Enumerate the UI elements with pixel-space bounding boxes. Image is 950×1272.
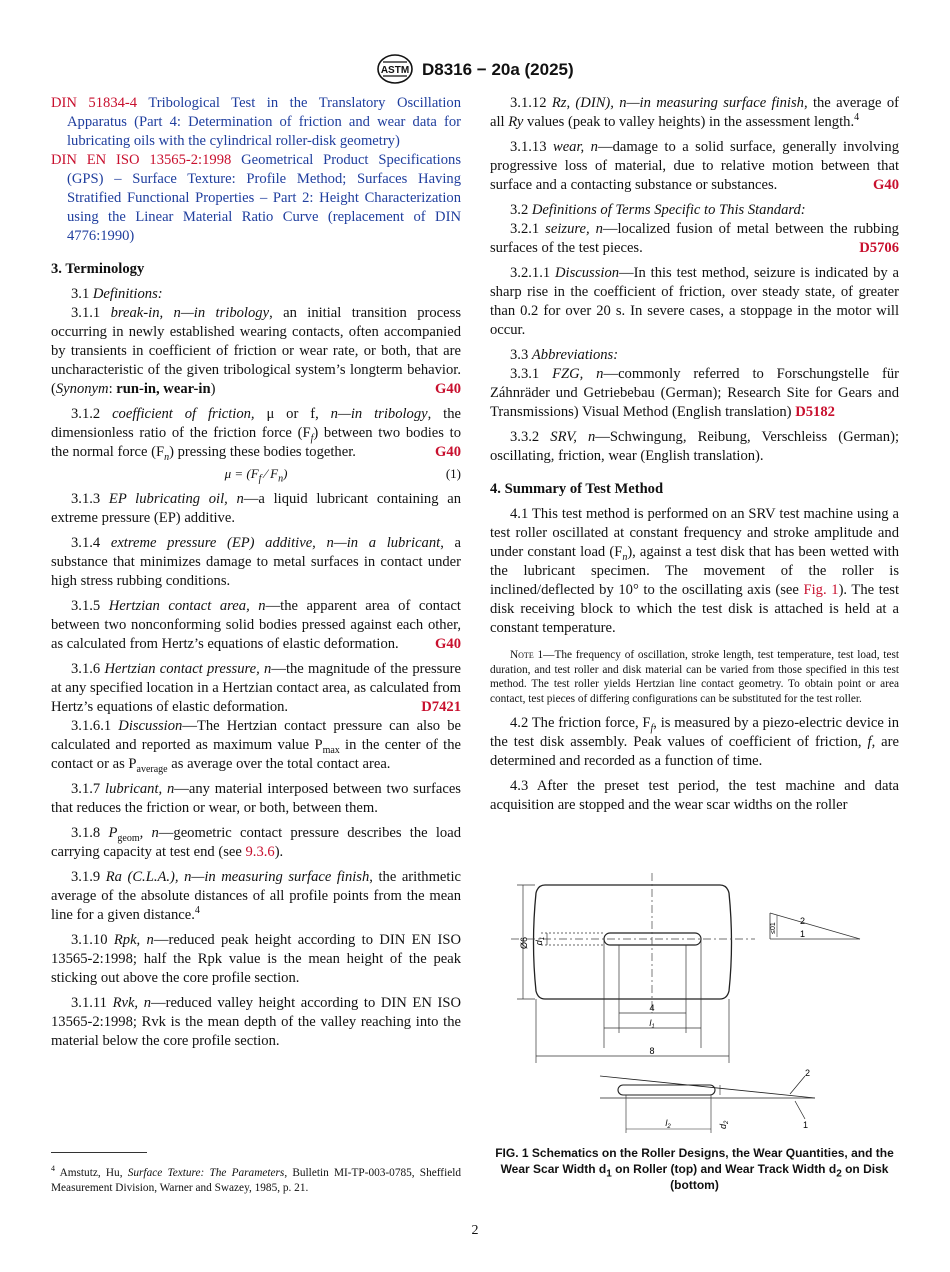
para-4-2: 4.2 The friction force, $F_f$, is measured by a piezo-electric device in the test disk assembly. Peak values of coefficient of friction, f, are determined and recorded as a function of time. — [490, 715, 899, 769]
para-3-2-1-1: 3.2.1.1 Discussion—In this test method, seizure is indicated by a sharp rise in the coefficient of friction, over steady state, of greater than 0.2 for over 20 s. In severe cases, a stoppage in the motor will occur. — [490, 265, 899, 338]
para-3-1-1: 3.1.1 break-in, n—in tribology, an initial transition process occurring in newly established wearing contacts, often accompanied by transients in coefficient of friction or wear rate, or both, that are uncharacteristic of the given tribological system’s longterm behavior. (Synonym: run-in, wear-in) G40 — [51, 305, 461, 397]
width-8-label: 8 — [649, 1046, 655, 1056]
para-3-1-2: 3.1.2 coefficient of friction, μ or f, n—in tribology, the dimensionless ratio of the friction force $(F_f)$ between two bodies to the normal force $(F_n)$ pressing these bodies together. G40 — [51, 406, 462, 463]
equation-number: (1) — [445, 466, 461, 481]
para-3-1-7: 3.1.7 lubricant, n—any material interposed between two surfaces that reduces the friction or wear, or both, between them. — [51, 781, 461, 816]
para-3-1-9: 3.1.9 Ra (C.L.A.), n—in measuring surface finish, the arithmetic average of the absolute distances of all profile points from the mean line for a given distance.$^4$ — [51, 869, 461, 923]
para-3-1-12: 3.1.12 Rz, (DIN), n—in measuring surface finish, the average of all Ry values (peak to valley heights) in the assessment length.$^4$ — [490, 95, 899, 130]
document-code: D8316 − 20a (2025) — [421, 59, 574, 79]
note-1: Note 1—The frequency of oscillation, stroke length, test temperature, test load, test duration, and test roller and disk material can be varied from those specified in this test method. The test roller yields Hertzian line contact geometry. To obtain point or area contact, test pieces of differing configurations can be substituted for the test roller. — [490, 649, 899, 705]
disk-drawing — [600, 1076, 815, 1133]
para-3-3-1: 3.3.1 FZG, n—commonly referred to Forschungstelle für Záhnräder und Getriebebau (German); Research Site for Gears and Transmissions) Visual Method (English translation) D5182 — [490, 366, 899, 420]
page-number: 2 — [471, 1223, 479, 1238]
left-column — [51, 94, 461, 1057]
footnote-ref: 4 — [194, 905, 200, 917]
callout-1-bottom: 1 — [803, 1120, 809, 1130]
center-lines — [511, 873, 755, 1013]
angle-label: ≤01 — [770, 922, 777, 934]
callout-2-bottom: 2 — [805, 1068, 811, 1078]
std-link-d5182[interactable]: D5182 — [795, 404, 835, 420]
para-3-1-3: 3.1.3 EP lubricating oil, n—a liquid lubricant containing an extreme pressure (EP) additive. — [51, 491, 462, 526]
right-column — [490, 94, 899, 821]
para-3-1: 3.1 Definitions: — [71, 286, 163, 302]
std-link-g40[interactable]: G40 — [435, 444, 461, 460]
roller-drawing — [534, 885, 732, 999]
std-link-g40[interactable]: G40 — [435, 381, 461, 397]
svg-text:ASTM: ASTM — [381, 65, 410, 76]
dimension-lines — [517, 885, 729, 1063]
para-3-1-13: 3.1.13 wear, n—damage to a solid surface, generally involving progressive loss of material, due to relative motion between that surface and a contacting substance or substances. G40 — [490, 139, 900, 193]
section-link[interactable]: 9.3.6 — [245, 844, 275, 860]
std-link-g40[interactable]: G40 — [435, 636, 461, 652]
astm-logo-icon — [376, 53, 414, 85]
figure-1-caption: FIG. 1 Schematics on the Roller Designs, the Wear Quantities, and the Wear Scar Width $d_1$ on Roller (top) and Wear Track Width $d_2$ on Disk (bottom) — [495, 1146, 894, 1192]
para-3-1-4: 3.1.4 extreme pressure (EP) additive, n—in a lubricant, a substance that minimizes damage to metal surfaces in contact under high stress rubbing conditions. — [51, 535, 461, 589]
para-3-1-5: 3.1.5 Hertzian contact area, n—the apparent area of contact between two nonconforming solid bodies pressed against each other, as calculated from Hertz’s equations of elastic deformation. G40 — [51, 598, 461, 652]
std-link-g40[interactable]: G40 — [873, 177, 899, 193]
para-3-3: 3.3 Abbreviations: — [510, 347, 619, 363]
footnote-rule — [51, 1152, 147, 1153]
para-3-1-10: 3.1.10 Rpk, n—reduced peak height according to DIN EN ISO 13565-2:1998; half the Rpk value is the mean height of the peak sticking out above the core profile section. — [51, 932, 461, 986]
para-4-3: 4.3 After the preset test period, the test machine and data acquisition are stopped and the wear scar widths on the roller — [490, 778, 899, 813]
reference-din-en-iso-13565 — [51, 151, 461, 246]
footnote-4: $^4$ Amstutz, Hu, Surface Texture: The Parameters, Bulletin MI-TP-003-0785, Sheffield Measurement Division, Warner and Swazey, 1985, p. 21. — [51, 1164, 462, 1194]
ref-id-link[interactable]: DIN EN ISO 13565-2:1998 — [51, 152, 232, 168]
para-3-2: 3.2 Definitions of Terms Specific to This Standard: — [510, 202, 806, 218]
figure-link[interactable]: Fig. 1 — [803, 582, 839, 598]
para-3-1-11: 3.1.11 Rvk, n—reduced valley height according to DIN EN ISO 13565-2:1998; Rvk is the mean depth of the valley reaching into the material below the core profile section. — [51, 995, 462, 1049]
para-4-1: 4.1 This test method is performed on an SRV test machine using a test roller oscillated at constant frequency and stroke amplitude and under constant load $(F_n)$, against a test disk that has been wetted with the lubricant specimen. The movement of the roller is inclined/deflected by 10° to the oscillating axis (see Fig. 1). The test disk receiving block to which the test disk is attached is held at a constant temperature. — [490, 506, 900, 636]
l2-label: $l_2$ — [665, 1118, 671, 1130]
ref-title[interactable]: Tribological Test in the Translatory Oscillation Apparatus (Part 4: Determination of friction and wear data for lubricating oils with the cylindrical roller-disk geometry) — [67, 95, 461, 149]
callout-2-top: 2 — [800, 916, 806, 926]
section-3-heading: 3. Terminology — [51, 261, 145, 277]
section-4-heading: 4. Summary of Test Method — [490, 481, 664, 497]
width-4-label: 4 — [649, 1003, 655, 1013]
page-header — [0, 53, 950, 85]
l1-label: $l_1$ — [649, 1018, 655, 1030]
callout-1-top: 1 — [800, 929, 806, 939]
ref-id-link[interactable]: DIN 51834-4 — [51, 95, 138, 111]
std-link-d7421[interactable]: D7421 — [421, 699, 461, 715]
para-3-1-6: 3.1.6 Hertzian contact pressure, n—the magnitude of the pressure at any specified location in a Hertzian contact area, as calculated from Hertz’s equations of elastic deformation. D7421 — [51, 661, 461, 715]
para-3-3-2: 3.3.2 SRV, n—Schwingung, Reibung, Verschleiss (German); oscillating, friction, wear (English translation). — [490, 429, 899, 464]
para-3-2-1: 3.2.1 seizure, n—localized fusion of metal between the rubbing surfaces of the test pieces. D5706 — [490, 221, 899, 256]
para-3-1-6-1: 3.1.6.1 Discussion—The Hertzian contact pressure can also be calculated and reported as maximum value $P_{max}$ in the center of the contact or as $P_{average}$ as average over the total contact area. — [51, 718, 461, 775]
footnote-ref: 4 — [854, 112, 860, 124]
para-3-1-8: 3.1.8 $P_{geom}$, n—geometric contact pressure describes the load carrying capacity at test end (see 9.3.6). — [51, 825, 462, 860]
d1-label: $d_1$ — [534, 936, 546, 946]
figure-1-roller-schematic — [505, 873, 875, 1133]
diameter-label: Ø6 — [519, 936, 529, 950]
d2-label: $d_2$ — [718, 1120, 730, 1129]
ref-title[interactable]: Geometrical Product Specifications (GPS) – Surface Texture: Profile Method; Surfaces Having Stratified Functional Properties – Part 2: Height Characterization using the Linear Material Ratio Curve (replacement of DIN 4776:1990) — [67, 152, 461, 244]
angle-indicator — [770, 913, 860, 939]
reference-din-51834-4 — [51, 94, 461, 151]
std-link-d5706[interactable]: D5706 — [859, 240, 899, 256]
equation-1: $\mu = (F_f$ ⁄ $F_n$) (1) — [224, 466, 461, 485]
